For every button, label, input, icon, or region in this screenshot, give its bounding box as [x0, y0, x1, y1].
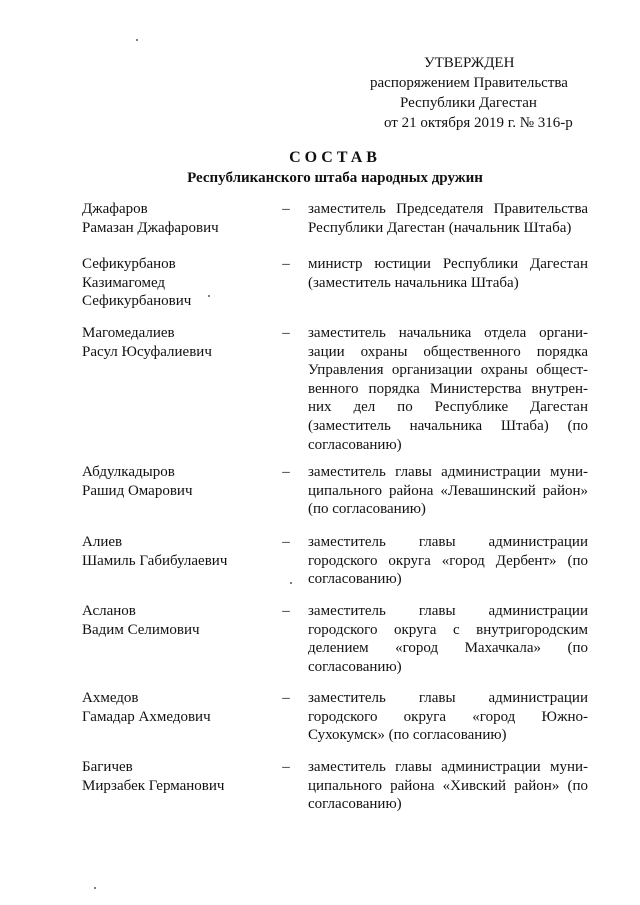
dash-separator: – [282, 534, 290, 550]
title-main: СОСТАВ [289, 149, 381, 166]
member-name: Магомедалиев Расул Юсуфалиевич [82, 325, 212, 360]
approval-order: распоряжением Правительства [370, 75, 568, 91]
member-name: Асланов Вадим Селимович [82, 603, 200, 638]
approval-government: Республики Дагестан [400, 95, 537, 111]
approval-heading: УТВЕРЖДЕН [424, 55, 515, 71]
title-subtitle: Республиканского штаба народных дружин [187, 170, 483, 186]
scan-speck [94, 887, 96, 889]
dash-separator: – [282, 464, 290, 480]
member-role: заместитель начальника отдела органи- зации охраны общественного порядка Управления организации охраны общест- венного порядка Министерства внутрен- них дел по Республике Дагестан (заместитель начальника Штаба) (по согласованию) [308, 325, 588, 453]
dash-separator: – [282, 603, 290, 619]
member-name: Абдулкадыров Рашид Омарович [82, 464, 193, 499]
approval-date: от 21 октября 2019 г. № 316-р [384, 115, 573, 131]
member-name: Ахмедов Гамадар Ахмедович [82, 690, 211, 725]
document-title [0, 148, 640, 188]
member-role: заместитель главы администрации городского округа «город Дербент» (по согласованию) [308, 534, 588, 588]
approval-stamp [360, 53, 600, 133]
dash-separator: – [282, 759, 290, 775]
member-role: заместитель главы администрации городского округа с внутригородским делением «город Махачкала» (по согласованию) [308, 603, 588, 675]
member-role: заместитель главы администрации муни- ципального района «Хивский район» (по согласованию) [308, 759, 588, 813]
dash-separator: – [282, 325, 290, 341]
member-role: заместитель главы администрации городского округа «город Южно- Сухокумск» (по согласованию) [308, 690, 588, 744]
member-name: Сефикурбанов Казимагомед Сефикурбанович [82, 256, 192, 310]
member-role: заместитель Председателя Правительства Республики Дагестан (начальник Штаба) [308, 201, 588, 236]
dash-separator: – [282, 690, 290, 706]
member-name: Алиев Шамиль Габибулаевич [82, 534, 228, 569]
scan-speck [208, 295, 210, 297]
dash-separator: – [282, 256, 290, 272]
dash-separator: – [282, 201, 290, 217]
member-name: Багичев Мирзабек Германович [82, 759, 225, 794]
member-role: заместитель главы администрации муни- ципального района «Левашинский район» (по согласованию) [308, 464, 588, 518]
member-name: Джафаров Рамазан Джафарович [82, 201, 219, 236]
scan-speck [136, 39, 138, 41]
scan-speck [290, 582, 292, 584]
member-role: министр юстиции Республики Дагестан (заместитель начальника Штаба) [308, 256, 588, 291]
